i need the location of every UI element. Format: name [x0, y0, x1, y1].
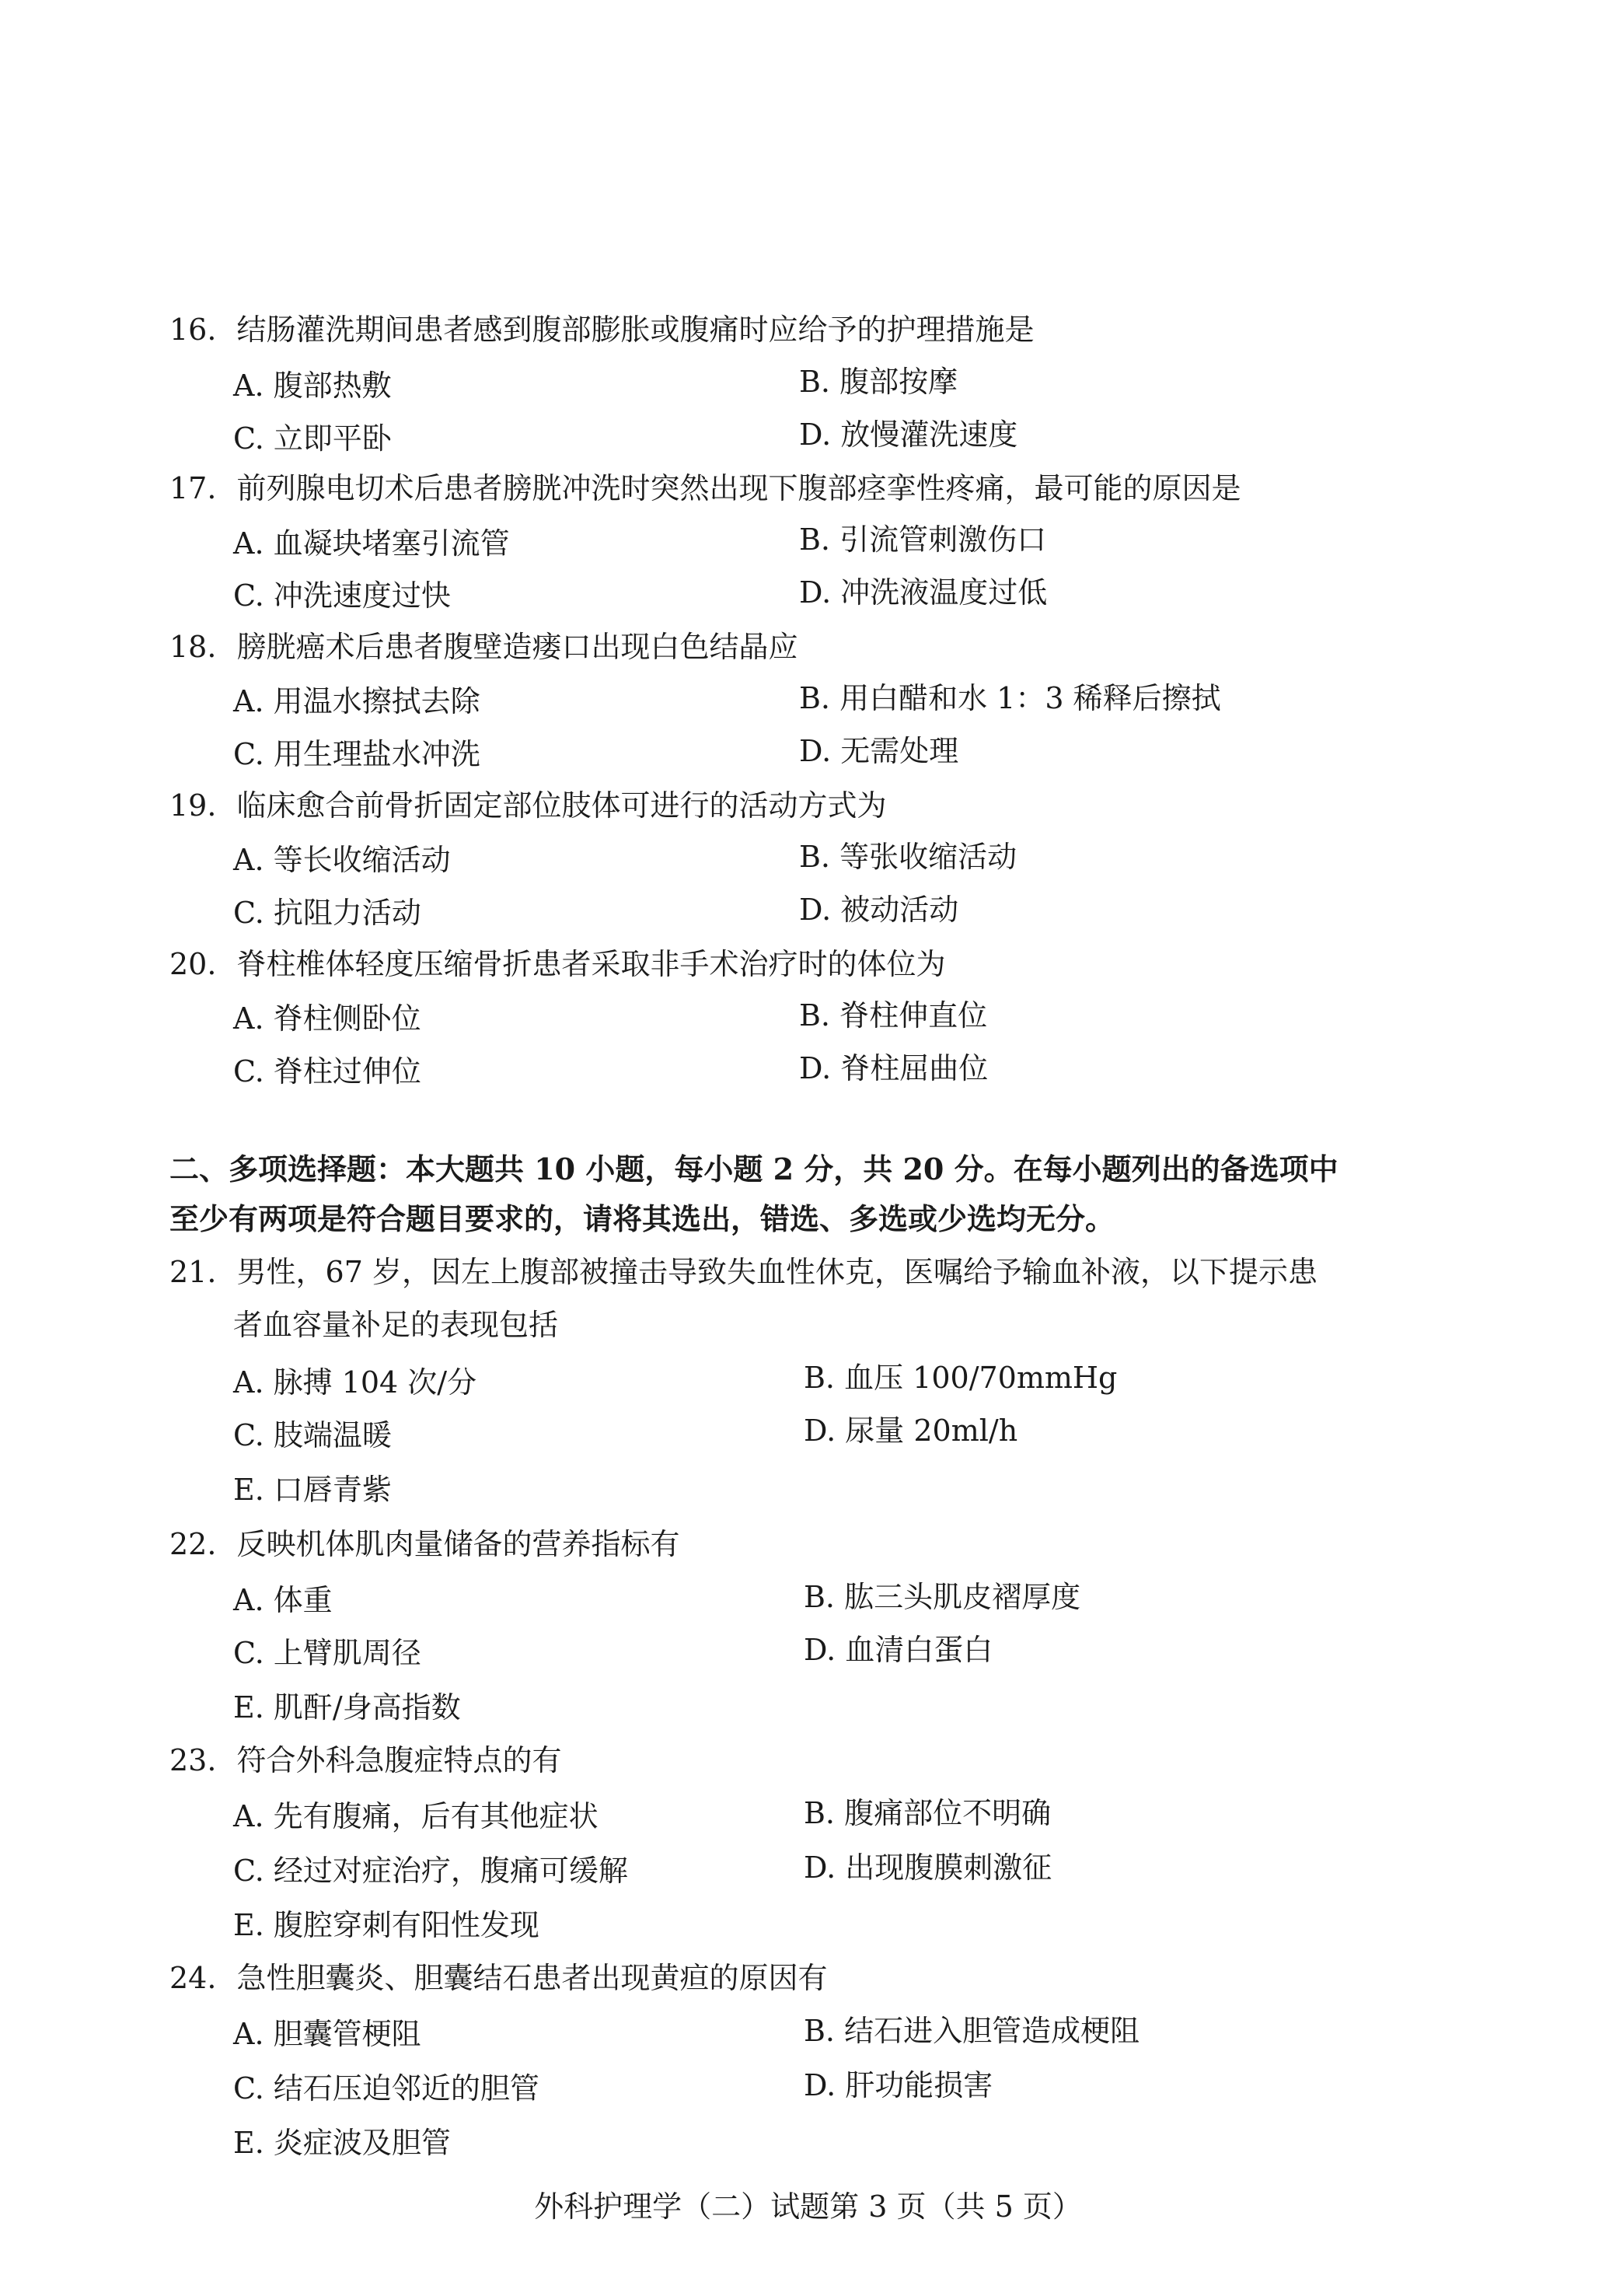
- section-2-heading-line-1: 二、多项选择题：本大题共 10 小题，每小题 2 分，共 20 分。在每小题列出的备选项中: [169, 1151, 1339, 1186]
- q24-option-e: E. 炎症波及胆管: [233, 2126, 451, 2160]
- q17-option-a: A. 血凝块堵塞引流管: [233, 526, 510, 561]
- question-number: 24.: [169, 1961, 217, 1995]
- question-number: 16.: [169, 313, 217, 347]
- question-text: 临床愈合前骨折固定部位肢体可进行的活动方式为: [236, 788, 887, 823]
- q22-option-b: B. 肱三头肌皮褶厚度: [804, 1580, 1081, 1614]
- question-number: 17.: [169, 471, 217, 505]
- q17-option-d: D. 冲洗液温度过低: [799, 575, 1048, 610]
- question-text: 膀胱癌术后患者腹壁造瘘口出现白色结晶应: [236, 630, 798, 664]
- q20-option-c: C. 脊柱过伸位: [233, 1054, 421, 1089]
- q24-option-d: D. 肝功能损害: [804, 2068, 993, 2102]
- q22-option-d: D. 血清白蛋白: [804, 1633, 993, 1667]
- section-2-heading-line-2: 至少有两项是符合题目要求的，请将其选出，错选、多选或少选均无分。: [169, 1201, 1115, 1236]
- question-text: 脊柱椎体轻度压缩骨折患者采取非手术治疗时的体位为: [236, 947, 946, 981]
- question-text: 结肠灌洗期间患者感到腹部膨胀或腹痛时应给予的护理措施是: [236, 313, 1035, 347]
- q22-option-c: C. 上臂肌周径: [233, 1636, 421, 1670]
- question-21-stem-continued: 者血容量补足的表现包括: [233, 1308, 559, 1342]
- question-text: 前列腺电切术后患者膀胱冲洗时突然出现下腹部痉挛性疼痛，最可能的原因是: [236, 471, 1241, 505]
- q19-option-a: A. 等长收缩活动: [233, 843, 451, 877]
- q24-option-a: A. 胆囊管梗阻: [233, 2017, 421, 2051]
- question-text: 反映机体肌肉量储备的营养指标有: [236, 1527, 680, 1561]
- question-23-stem: [169, 1742, 562, 1779]
- question-19-stem: [169, 787, 887, 824]
- q23-option-c: C. 经过对症治疗，腹痛可缓解: [233, 1854, 628, 1888]
- question-24-stem: [169, 1959, 828, 1997]
- q23-option-e: E. 腹腔穿刺有阳性发现: [233, 1908, 539, 1942]
- question-number: 21.: [169, 1255, 217, 1289]
- question-number: 22.: [169, 1527, 217, 1561]
- question-18-stem: [169, 628, 798, 666]
- question-21-stem: [169, 1253, 1318, 1291]
- q23-option-a: A. 先有腹痛，后有其他症状: [233, 1799, 599, 1833]
- q21-option-e: E. 口唇青紫: [233, 1473, 392, 1507]
- question-22-stem: [169, 1525, 680, 1563]
- q18-option-b: B. 用白醋和水 1：3 稀释后擦拭: [799, 681, 1221, 715]
- q17-option-b: B. 引流管刺激伤口: [799, 522, 1047, 557]
- q23-option-d: D. 出现腹膜刺激征: [804, 1850, 1052, 1885]
- question-text: 男性，67 岁，因左上腹部被撞击导致失血性休克，医嘱给予输血补液，以下提示患: [236, 1255, 1318, 1289]
- q17-option-c: C. 冲洗速度过快: [233, 578, 451, 613]
- q24-option-b: B. 结石进入胆管造成梗阻: [804, 2014, 1140, 2048]
- q20-option-a: A. 脊柱侧卧位: [233, 1001, 421, 1036]
- q18-option-d: D. 无需处理: [799, 734, 959, 768]
- q24-option-c: C. 结石压迫邻近的胆管: [233, 2071, 539, 2106]
- q22-option-e: E. 肌酐/身高指数: [233, 1690, 461, 1725]
- question-16-stem: [169, 311, 1035, 348]
- q18-option-a: A. 用温水擦拭去除: [233, 684, 480, 718]
- q16-option-c: C. 立即平卧: [233, 421, 392, 456]
- q21-option-a: A. 脉搏 104 次/分: [233, 1365, 477, 1400]
- q21-option-c: C. 肢端温暖: [233, 1418, 392, 1452]
- question-text: 急性胆囊炎、胆囊结石患者出现黄疸的原因有: [236, 1961, 828, 1995]
- question-text: 符合外科急腹症特点的有: [236, 1743, 562, 1777]
- q16-option-d: D. 放慢灌洗速度: [799, 418, 1018, 452]
- q20-option-b: B. 脊柱伸直位: [799, 998, 988, 1033]
- q19-option-c: C. 抗阻力活动: [233, 896, 421, 930]
- q19-option-d: D. 被动活动: [799, 893, 959, 927]
- q21-option-b: B. 血压 100/70mmHg: [804, 1361, 1118, 1395]
- question-17-stem: [169, 470, 1241, 507]
- question-number: 18.: [169, 630, 217, 664]
- question-number: 19.: [169, 788, 217, 823]
- question-number: 23.: [169, 1743, 217, 1777]
- q18-option-c: C. 用生理盐水冲洗: [233, 737, 480, 771]
- q20-option-d: D. 脊柱屈曲位: [799, 1051, 989, 1085]
- q23-option-b: B. 腹痛部位不明确: [804, 1796, 1052, 1830]
- q19-option-b: B. 等张收缩活动: [799, 840, 1017, 874]
- q16-option-a: A. 腹部热敷: [233, 369, 392, 403]
- question-number: 20.: [169, 947, 217, 981]
- question-20-stem: [169, 945, 946, 983]
- q21-option-d: D. 尿量 20ml/h: [804, 1414, 1018, 1448]
- q16-option-b: B. 腹部按摩: [799, 365, 958, 399]
- page-footer: 外科护理学（二）试题第 3 页（共 5 页）: [534, 2189, 1082, 2224]
- q22-option-a: A. 体重: [233, 1583, 333, 1617]
